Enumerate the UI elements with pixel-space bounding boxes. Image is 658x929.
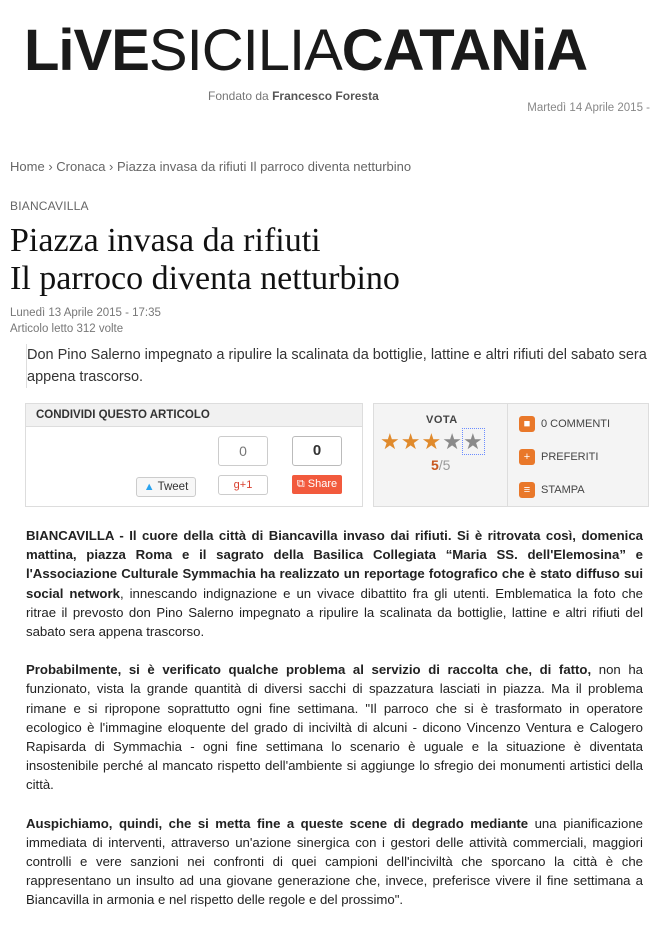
facebook-share-button[interactable] (292, 475, 342, 494)
breadcrumb-home[interactable]: Home (10, 159, 45, 174)
twitter-bird-icon: ▲ (143, 481, 155, 493)
publish-date: Lunedì 13 Aprile 2015 - 17:35 (10, 307, 161, 319)
plus-icon: + (519, 449, 535, 465)
body-paragraph (26, 660, 643, 794)
comments-link[interactable] (519, 416, 610, 432)
breadcrumb-separator: › (109, 159, 114, 174)
star-icon[interactable]: ★ (442, 429, 463, 454)
tagline-founder: Francesco Foresta (272, 89, 379, 103)
logo-catania: CATANiA (341, 18, 588, 83)
share-icon: ⧉ (296, 478, 305, 490)
score-max: /5 (438, 457, 451, 473)
comment-icon: ■ (519, 416, 535, 432)
share-count: 0 (292, 436, 342, 466)
vote-label: VOTA (426, 414, 458, 426)
gplus-button[interactable]: g+1 (218, 475, 268, 495)
body-paragraph (26, 526, 643, 641)
favorites-link[interactable] (519, 449, 598, 465)
paragraph-text: una pianificazione immediata di interventi, attraverso un'azione sinergica con i gestori delle attività commerciali, maggiori controlli e vere sanzioni nei confronti di quei campioni dell'inciviltà che sporcano la città è che rappresentano un insulto ad una giovane generazione che, invece, preferisce vivere il fine settimana a Biancavilla in armonia e nel rispetto delle regole e del prossimo". (26, 815, 643, 908)
paragraph-lead: Auspichiamo, quindi, che si metta fine a queste scene di degrado mediante (26, 815, 529, 831)
title-line-2: Il parroco diventa netturbino (10, 260, 400, 297)
star-icon[interactable]: ★ (400, 429, 422, 454)
print-icon: ≡ (519, 482, 535, 498)
star-icon[interactable]: ★ (462, 429, 484, 454)
tagline-prefix: Fondato da (208, 89, 269, 103)
body-paragraph (26, 814, 643, 910)
rating-stars (380, 429, 484, 455)
breadcrumb-current: Piazza invasa da rifiuti Il parroco diventa netturbino (117, 159, 412, 174)
tweet-label: Tweet (157, 481, 189, 493)
paragraph-text: , innescando indignazione e un vivace dibattito fra gli utenti. Emblematica la foto che ritrae il prevosto don Pino Salerno impegnato a ripulire la scalinata da bottiglie, lattine e altri rifiuti del sabato sera appena trascorso. (26, 585, 643, 640)
share-label: Share (307, 478, 338, 490)
logo-sicilia: SICILIA (148, 18, 342, 83)
score-value: 5 (431, 457, 439, 473)
vote-score (431, 457, 450, 473)
article-title (10, 222, 400, 298)
share-heading: CONDIVIDI QUESTO ARTICOLO (26, 404, 362, 427)
vote-box (373, 403, 649, 507)
print-label: STAMPA (541, 484, 585, 496)
star-icon[interactable]: ★ (421, 429, 443, 454)
breadcrumb-separator: › (48, 159, 53, 174)
favorites-label: PREFERITI (541, 451, 599, 463)
star-icon[interactable]: ★ (380, 429, 401, 454)
current-date: Martedì 14 Aprile 2015 - (527, 102, 650, 114)
paragraph-text: non ha funzionato, vista la grande quantità di diversi sacchi di spazzatura lasciati in piazza. Ma il problema rimane e si ripropone soprattutto ogni fine settimana. "Il parroco che si è trasformato in operatore ecologico è l'immagine eloquente del grado di inciviltà di alcuni - dicono Vincenzo Ventura e Calogero Rapisarda di Symmachia - ogni fine settimana lo scenario è uguale e la situazione è diventata insostenibile perché al mancato rispetto dell'ambiente si aggiunge lo sfregio dei monumenti artistici della città. (26, 662, 643, 793)
tweet-button[interactable] (136, 477, 196, 497)
article-category[interactable]: BIANCAVILLA (10, 199, 89, 213)
site-tagline (208, 89, 379, 103)
vote-divider (507, 404, 508, 506)
comments-label: 0 COMMENTI (541, 418, 611, 430)
site-logo[interactable] (24, 16, 587, 86)
title-line-1: Piazza invasa da rifiuti (10, 222, 321, 259)
article-body (26, 526, 643, 929)
paragraph-lead: Probabilmente, si è verificato qualche problema al servizio di raccolta che, di fatto, (26, 662, 592, 678)
article-meta (10, 305, 161, 337)
breadcrumb-section[interactable]: Cronaca (56, 159, 106, 174)
print-link[interactable] (519, 482, 585, 498)
paragraph-lead: BIANCAVILLA - Il cuore della città di Biancavilla invaso dai rifiuti. Si è ritrovata così, domenica mattina, piazza Roma e il sagrato della Basilica Collegiata “Maria SS. dell'Elemosina” e l'Associazione Culturale Symmachia ha realizzato un reportage fotografico che è stato diffuso sui social network (26, 528, 643, 601)
logo-live: LiVE (24, 18, 149, 83)
gplus-count: 0 (218, 436, 268, 466)
share-box (25, 403, 363, 507)
read-count: Articolo letto 312 volte (10, 323, 124, 335)
breadcrumb (10, 159, 411, 174)
article-summary: Don Pino Salerno impegnato a ripulire la scalinata da bottiglie, lattine e altri rifiuti del sabato sera appena trascorso. (26, 344, 649, 388)
